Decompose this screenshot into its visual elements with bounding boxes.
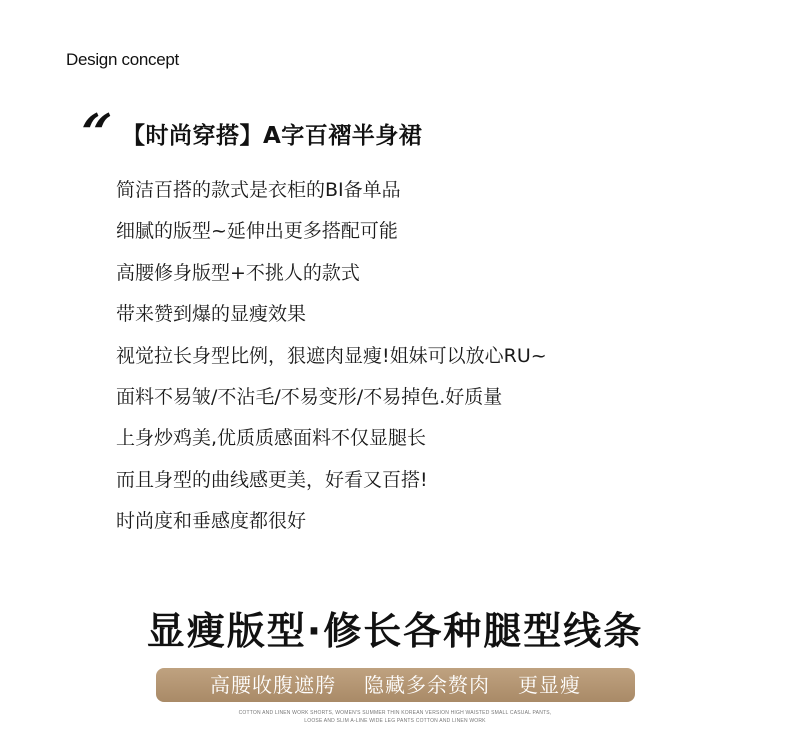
description-line: 细腻的版型~延伸出更多搭配可能 — [116, 220, 398, 243]
headline: 【时尚穿搭】A字百褶半身裙 — [122, 123, 423, 149]
quote-mark-icon: “ — [75, 103, 115, 164]
banner-item: 更显瘦 — [518, 673, 581, 697]
feature-banner — [156, 668, 635, 702]
description-line: 带来赞到爆的显瘦效果 — [116, 303, 307, 326]
description-line: 上身炒鸡美,优质质感面料不仅显腿长 — [116, 427, 427, 450]
section-label: Design concept — [66, 50, 179, 69]
description-line-highlighted: 高腰修身版型+不挑人的款式 — [116, 257, 547, 298]
footnote-line: COTTON AND LINEN WORK SHORTS, WOMEN'S SUMMER THIN KOREAN VERSION HIGH WAISTED SMALL CASUAL PANTS, — [238, 710, 552, 716]
description-line: 时尚度和垂感度都很好 — [116, 510, 307, 533]
footnote-line: LOOSE AND SLIM A-LINE WIDE LEG PANTS COTTON AND LINEN WORK — [304, 718, 486, 724]
description-line: 面料不易皱/不沾毛/不易变形/不易掉色.好质量 — [116, 385, 503, 408]
description-line: 简洁百搭的款式是衣柜的BI备单品 — [116, 179, 401, 201]
big-title: 显瘦版型·修长各种腿型线条 — [146, 609, 644, 653]
description-line-highlighted: 视觉拉长身型比例，狠遮肉显瘦!姐妹可以放心RU~ — [116, 340, 547, 381]
banner-item: 高腰收腹遮胯 — [210, 673, 336, 697]
description-line: 而且身型的曲线感更美，好看又百搭! — [116, 468, 428, 491]
banner-item: 隐藏多余赘肉 — [364, 673, 490, 697]
description-list — [116, 174, 547, 547]
